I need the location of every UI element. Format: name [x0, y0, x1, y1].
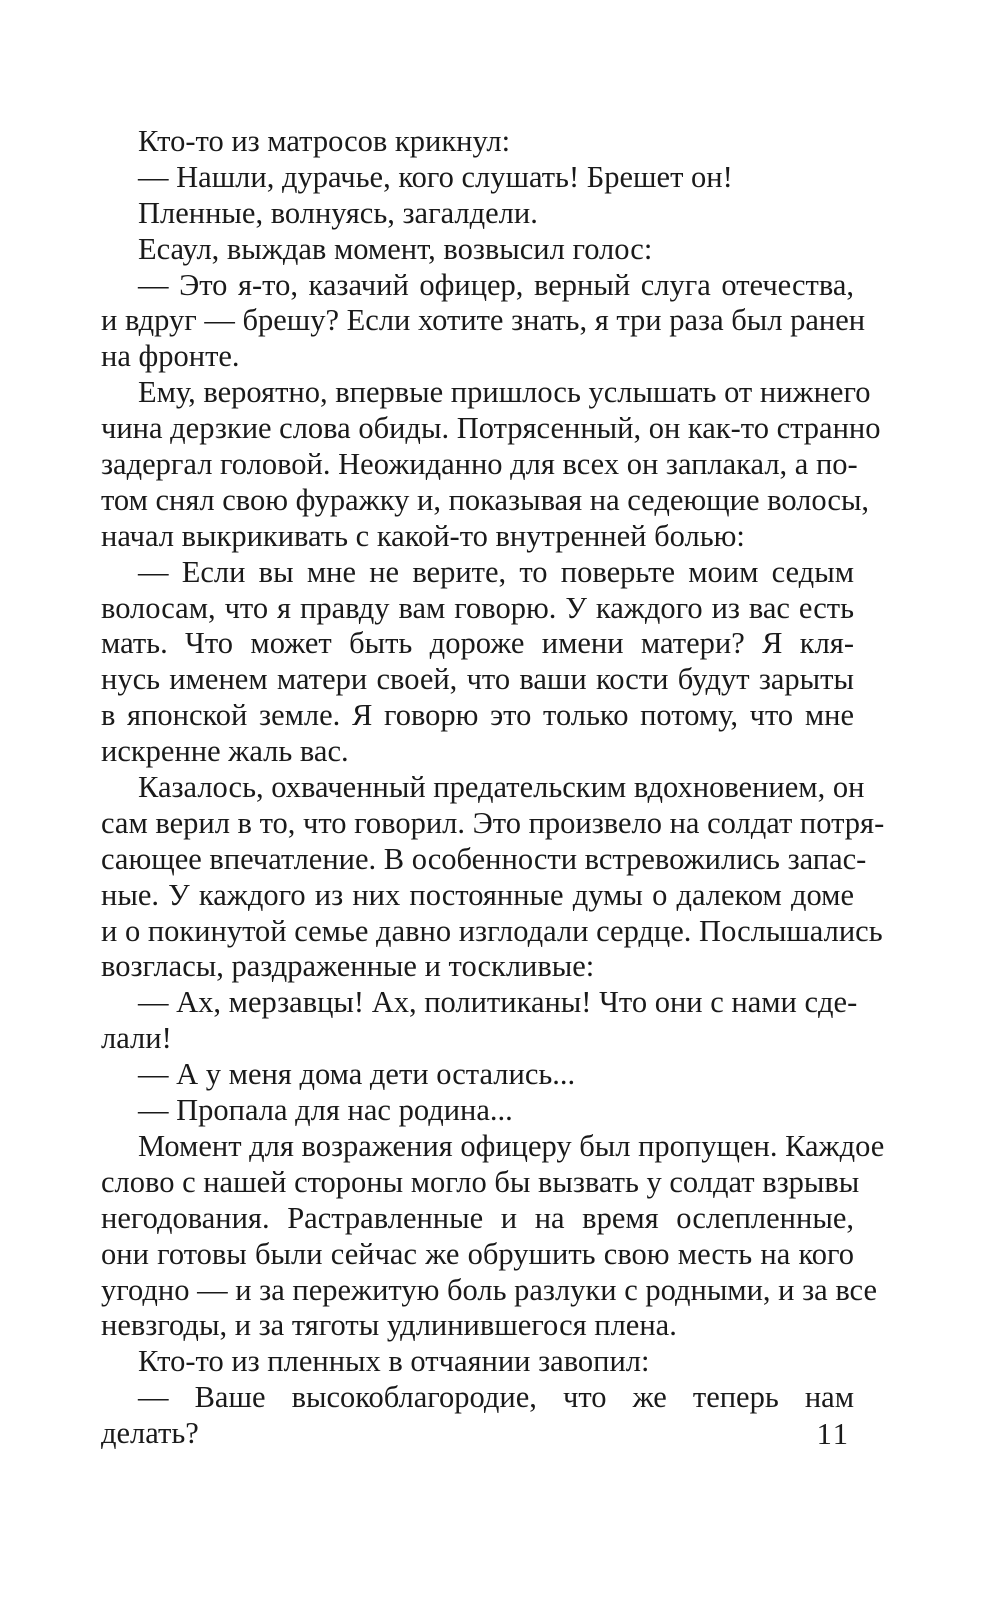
text-line: — Пропала для нас родина... [138, 1093, 513, 1128]
text-line: Момент для возражения офицеру был пропущен. Каждое [138, 1128, 885, 1163]
text-line: Казалось, охваченный предательским вдохновением, он [138, 770, 865, 805]
text-line: нусь именем матери своей, что ваши кости будут зарыты [101, 662, 854, 697]
text-line: — Нашли, дурачье, кого слушать! Брешет он! [138, 159, 733, 194]
text-line: Пленные, волнуясь, загалдели. [138, 195, 538, 230]
text-line: начал выкрикивать с какой-то внутренней болью: [101, 518, 745, 553]
body-text [101, 124, 885, 1452]
text-line: сающее впечатление. В особенности встревожились запас- [101, 841, 867, 876]
text-line: — А у меня дома дети остались... [138, 1057, 576, 1092]
text-line: и о покинутой семье давно изглодали сердце. Послышались [101, 913, 883, 948]
text-line: чина дерзкие слова обиды. Потрясенный, он как-то странно [101, 411, 881, 446]
text-line: на фронте. [101, 339, 240, 374]
text-line: — Это я-то, казачий офицер, верный слуга отечества, [138, 267, 854, 302]
text-line: лали! [101, 1021, 172, 1056]
text-line: возгласы, раздраженные и тоскливые: [101, 949, 595, 984]
text-line: Есаул, выждав момент, возвысил голос: [138, 231, 653, 266]
text-line: искренне жаль вас. [101, 734, 349, 769]
text-line: ные. У каждого из них постоянные думы о далеком доме [101, 877, 854, 912]
text-line: мать. Что может быть дороже имени матери? Я кля- [101, 626, 854, 661]
text-line: — Ваше высокоблагородие, что же теперь нам [138, 1380, 854, 1415]
text-line: сам верил в то, что говорил. Это произвело на солдат потря- [101, 805, 885, 840]
text-line: Кто-то из пленных в отчаянии завопил: [138, 1344, 650, 1379]
text-line: негодования. Растравленные и на время ослепленные, [101, 1200, 854, 1235]
text-line: угодно — и за пережитую боль разлуки с родными, и за все [101, 1272, 878, 1307]
text-line: задергал головой. Неожиданно для всех он заплакал, а по- [101, 447, 858, 482]
text-line: — Если вы мне не верите, то поверьте моим седым [138, 554, 854, 589]
text-line: — Ах, мерзавцы! Ах, политиканы! Что они с нами сде- [138, 985, 858, 1020]
text-line: слово с нашей стороны могло бы вызвать у солдат взрывы [101, 1164, 860, 1199]
text-line: Кто-то из матросов крикнул: [138, 124, 511, 158]
text-line: том снял свою фуражку и, показывая на седеющие волосы, [101, 482, 870, 517]
text-line: в японской земле. Я говорю это только потому, что мне [101, 698, 854, 733]
text-line: и вдруг — брешу? Если хотите знать, я три раза был ранен [101, 303, 866, 338]
page-number: 11 [816, 1417, 850, 1451]
text-line: Ему, вероятно, впервые пришлось услышать от нижнего [138, 375, 871, 410]
text-line: невзгоды, и за тяготы удлинившегося плена. [101, 1308, 677, 1343]
text-line: они готовы были сейчас же обрушить свою месть на кого [101, 1236, 854, 1271]
text-line: делать? [101, 1416, 199, 1451]
text-line: волосам, что я правду вам говорю. У каждого из вас есть [101, 590, 854, 625]
